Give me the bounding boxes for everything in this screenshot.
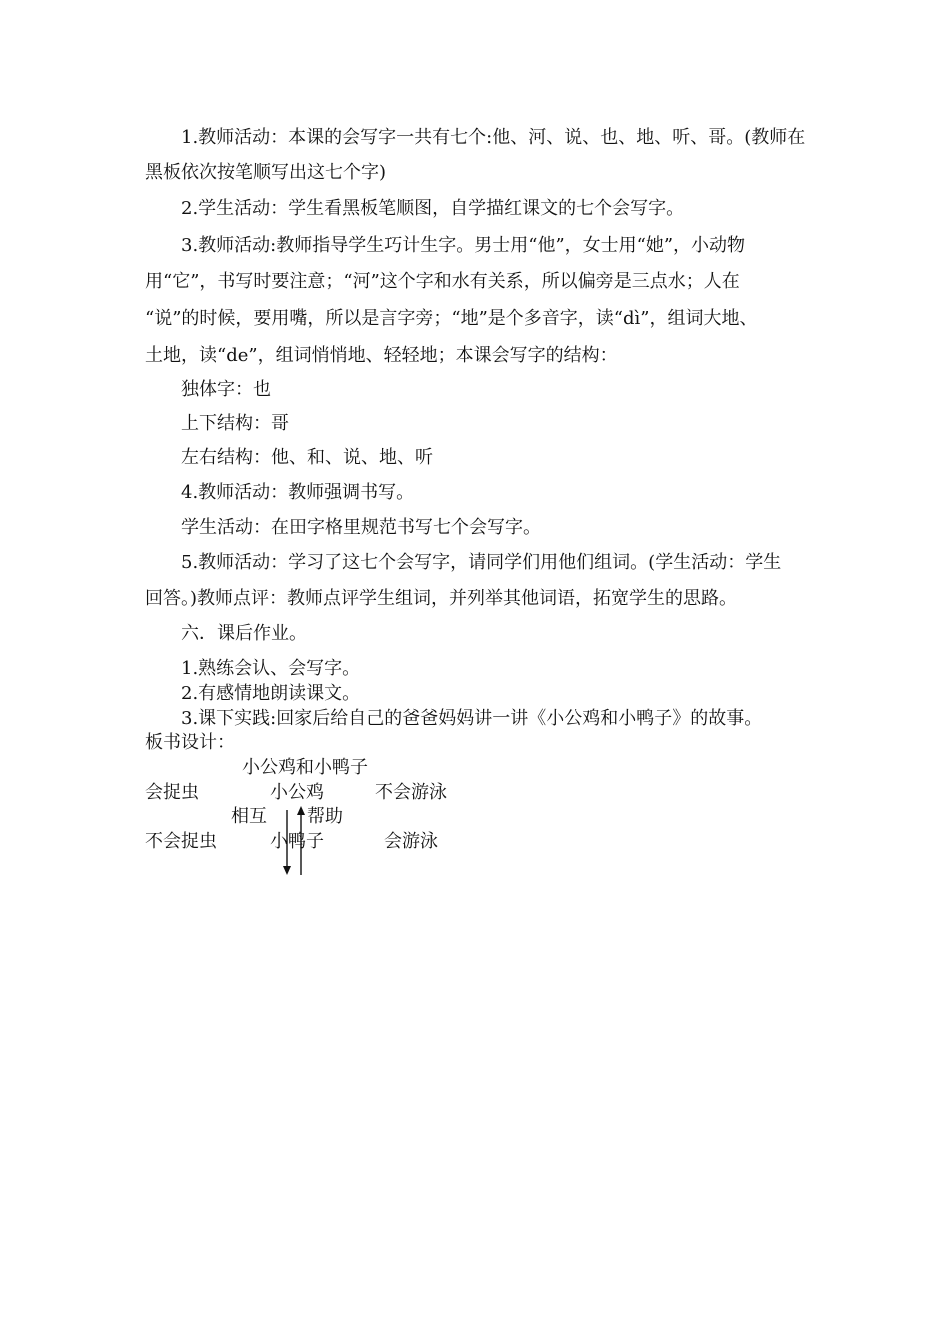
up-arrow-icon: [297, 806, 305, 875]
board-row1-right: 不会游泳: [375, 782, 447, 803]
paragraph-5-line-2: 回答。)教师点评：教师点评学生组词，并列举其他词语，拓宽学生的思路。: [145, 588, 738, 609]
board-row2-left: 不会捉虫: [145, 831, 217, 852]
board-design-label: 板书设计：: [145, 732, 235, 753]
homework-2: 2.有感情地朗读课文。: [181, 683, 361, 704]
down-arrow-icon: [283, 810, 291, 875]
board-title: 小公鸡和小鸭子: [242, 757, 368, 778]
paragraph-5-line-1: 5.教师活动：学习了这七个会写字，请同学们用他们组词。(学生活动：学生: [181, 552, 782, 573]
paragraph-3-line-4: 土地，读“de”，组词悄悄地、轻轻地；本课会写字的结构：: [145, 345, 618, 366]
homework-1: 1.熟练会认、会写字。: [181, 658, 361, 679]
paragraph-4: 4.教师活动：教师强调书写。: [181, 482, 415, 503]
board-row1-center: 小公鸡: [270, 782, 324, 803]
section-6-title: 六．课后作业。: [181, 623, 307, 644]
board-row2-center: 小鸭子: [270, 831, 324, 852]
paragraph-1-line-1: 1.教师活动：本课的会写字一共有七个:他、河、说、也、地、听、哥。(教师在: [181, 127, 806, 148]
board-mid-right: 帮助: [307, 806, 343, 827]
board-row1-left: 会捉虫: [145, 782, 199, 803]
structure-single: 独体字：也: [181, 379, 271, 400]
board-mid-left: 相互: [231, 806, 267, 827]
structure-top-bottom: 上下结构：哥: [181, 413, 289, 434]
board-row2-right: 会游泳: [384, 831, 438, 852]
paragraph-3-line-3: “说”的时候，要用嘴，所以是言字旁；“地”是个多音字，读“dì”，组词大地、: [145, 308, 758, 329]
board-arrows: [275, 800, 315, 890]
paragraph-1-line-2: 黑板依次按笔顺写出这七个字): [145, 162, 387, 183]
paragraph-2: 2.学生活动：学生看黑板笔顺图，自学描红课文的七个会写字。: [181, 198, 685, 219]
homework-3: 3.课下实践:回家后给自己的爸爸妈妈讲一讲《小公鸡和小鸭子》的故事。: [181, 708, 763, 729]
paragraph-3-line-2: 用“它”，书写时要注意；“河”这个字和水有关系，所以偏旁是三点水；人在: [145, 271, 740, 292]
paragraph-4-student: 学生活动：在田字格里规范书写七个会写字。: [181, 517, 541, 538]
paragraph-3-line-1: 3.教师活动:教师指导学生巧计生字。男士用“他”，女士用“她”，小动物: [181, 235, 746, 256]
structure-left-right: 左右结构：他、和、说、地、听: [181, 447, 433, 468]
